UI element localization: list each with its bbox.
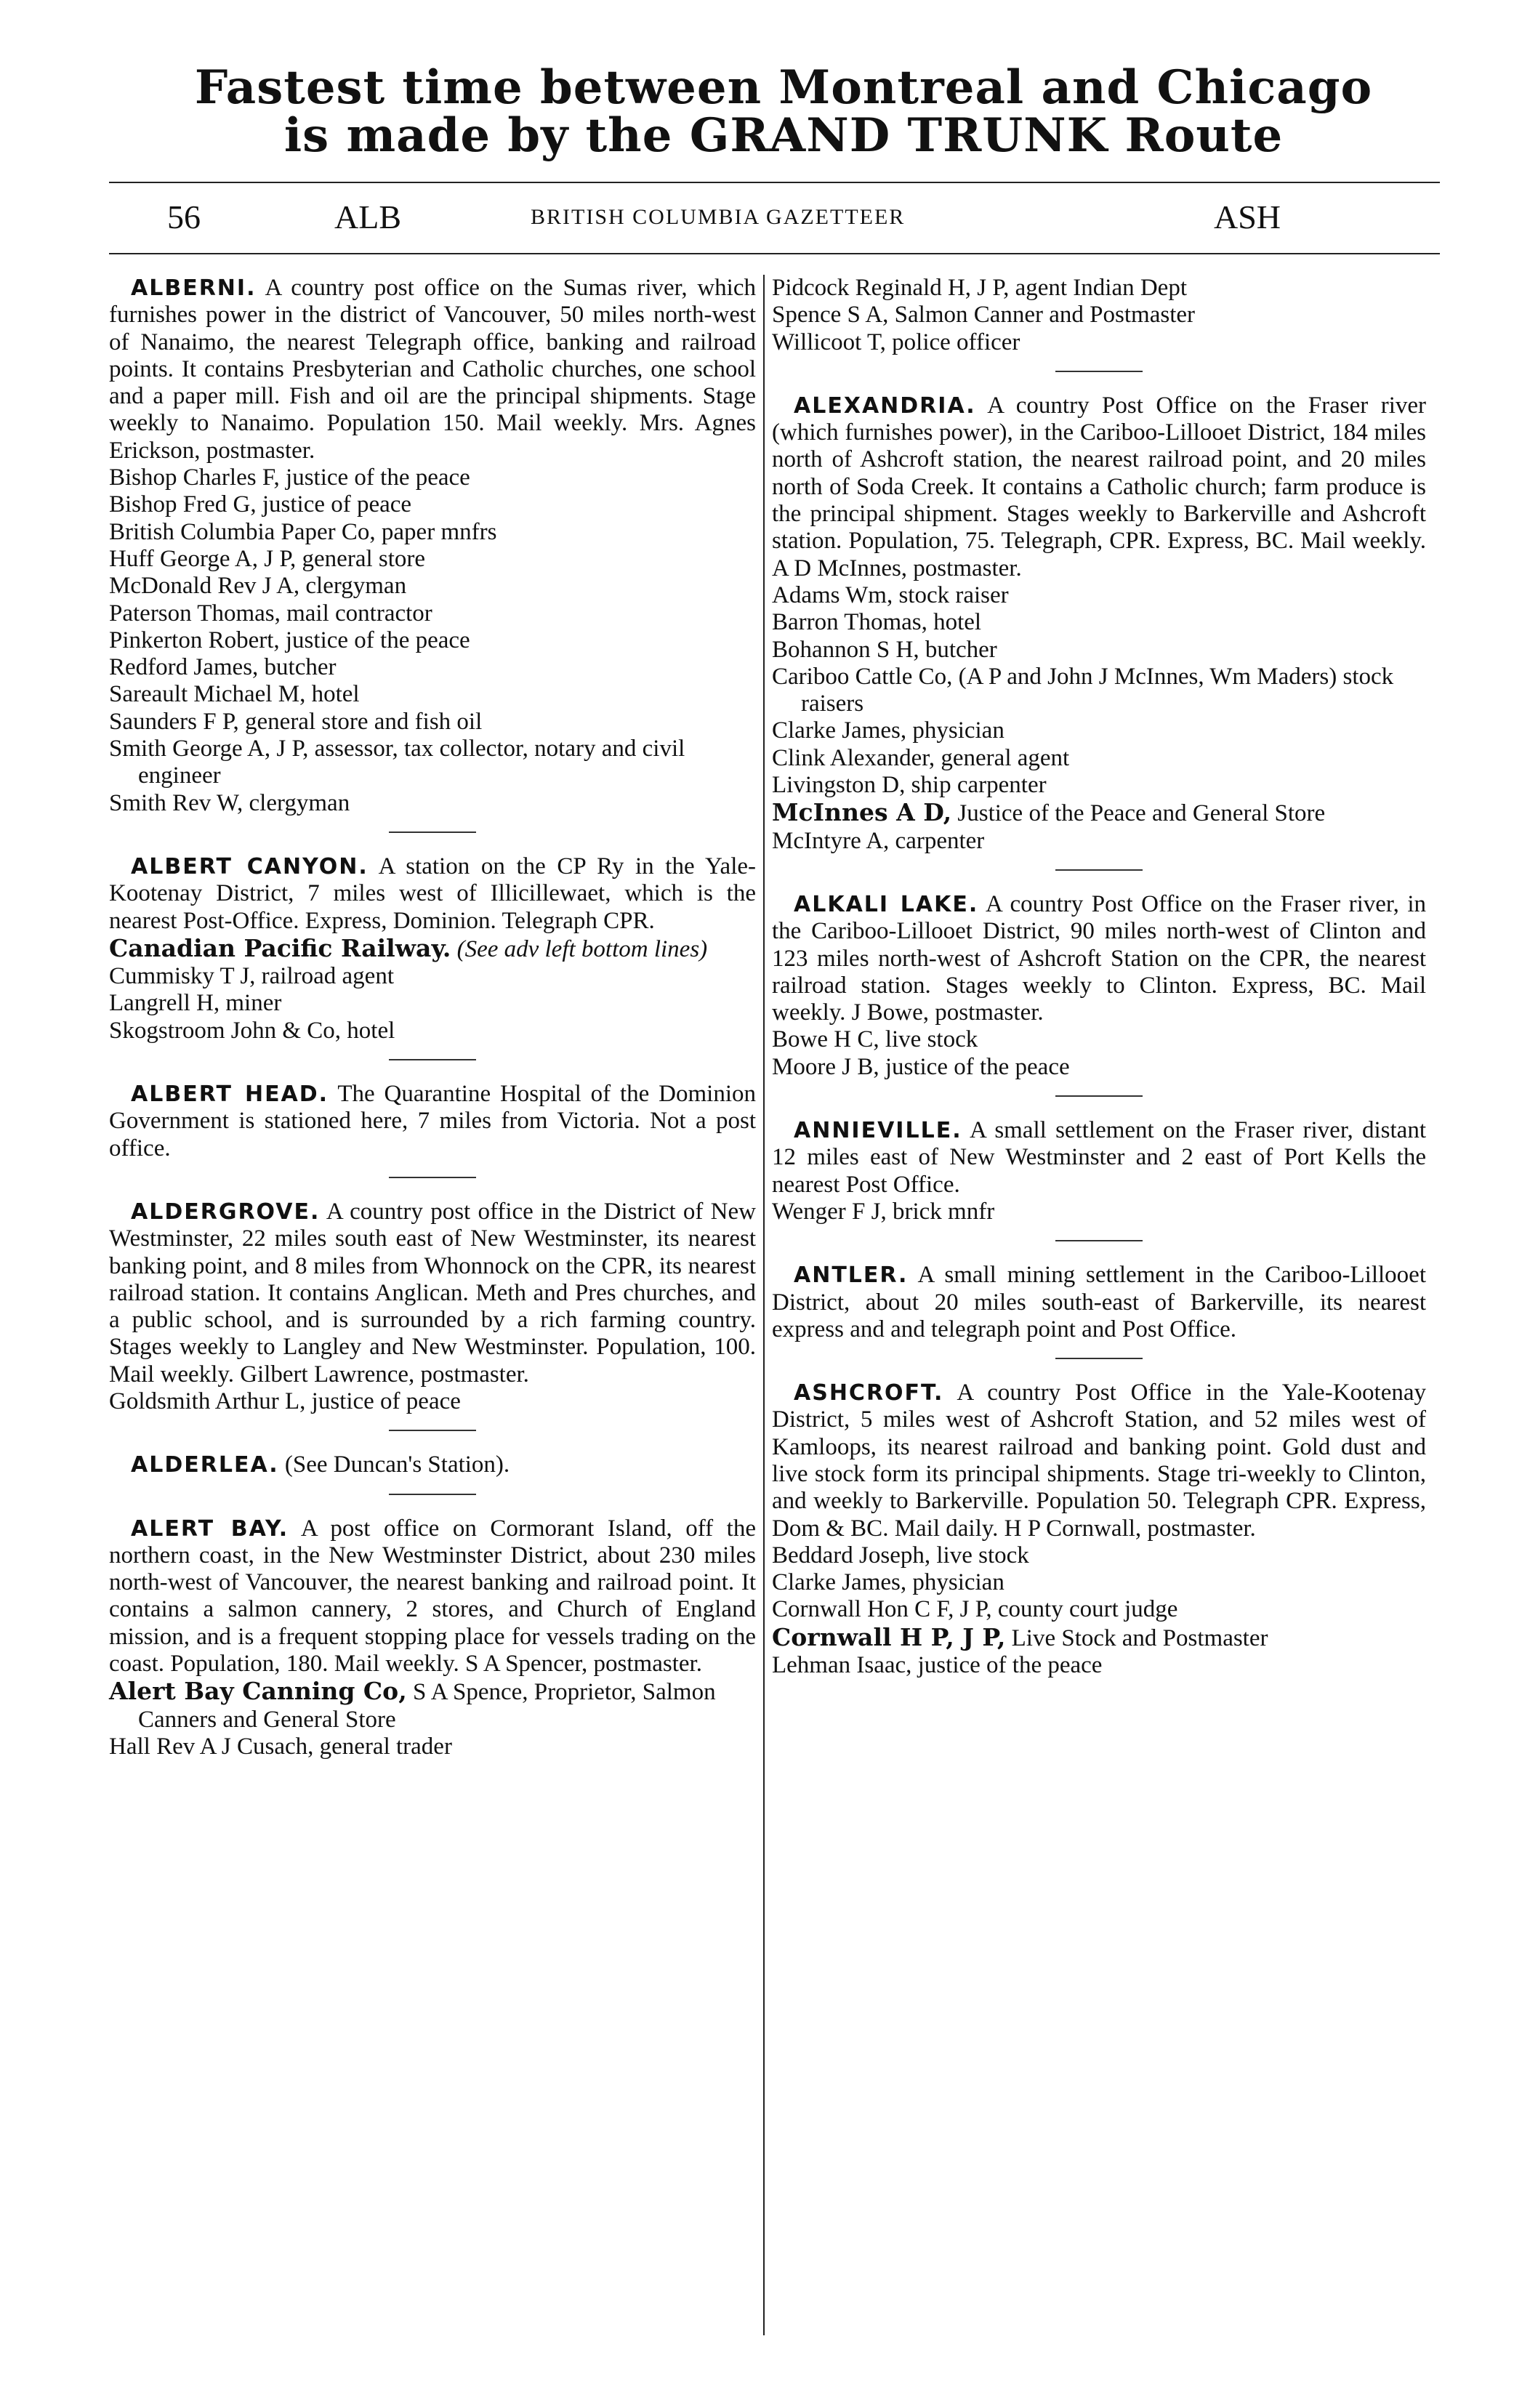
running-header [109,198,1440,249]
listing: Huff George A, J P, general store [109,545,426,572]
entry-albert-head [109,1081,756,1162]
banner-advertisement [87,60,1480,163]
listing: Clarke James, physician [772,717,1004,744]
entry-description [109,853,756,935]
header-rule [109,253,1440,254]
business-name: Cornwall H P, J P, [772,1622,1006,1651]
listing-note: S A Spence, Proprietor, Salmon Canners and General Store [138,1679,716,1733]
place-text: A country Post Office on the Fraser river, in the Cariboo-Lillooet District, 90 miles north-west of Clinton and 123 miles north-west of Ashcroft Station on the CPR, the nearest railroad station. Stages weekly to Clinton. Express, BC. Mail weekly. J Bowe, postmaster. [772,890,1426,1026]
place-heading: ALBERT CANYON. [131,853,369,879]
listing: Clink Alexander, general agent [772,744,1070,771]
page-title: BRITISH COLUMBIA GAZETTEER [531,205,906,229]
entry-description [772,1262,1426,1343]
place-heading: ALDERGROVE. [131,1199,321,1225]
listing: Pidcock Reginald H, J P, agent Indian Dept [772,275,1187,301]
listing: Sareault Michael M, hotel [109,681,360,708]
bold-listing [109,1678,756,1733]
listing: British Columbia Paper Co, paper mnfrs [109,518,497,545]
listing: Moore J B, justice of the peace [772,1053,1070,1080]
listing: Saunders F P, general store and fish oil [109,708,483,735]
entry-separator [389,1430,476,1431]
place-text: The Quarantine Hospital of the Dominion Government is stationed here, 7 miles from Victoria. Not a post office. [109,1081,756,1161]
entry-separator [389,1059,476,1060]
listing: McIntyre A, carpenter [772,827,985,854]
entry-separator [389,831,476,833]
entry-description [109,1199,756,1388]
listing: Willicoot T, police officer [772,329,1020,355]
entry-alberni [109,275,756,817]
listing: Beddard Joseph, live stock [772,1542,1029,1569]
entry-aldergrove [109,1199,756,1415]
listing: Langrell H, miner [109,990,282,1017]
business-name: Alert Bay Canning Co, [109,1677,407,1706]
listing: Clarke James, physician [772,1569,1004,1596]
entry-alexandria [772,392,1426,855]
entry-separator [1055,371,1143,372]
listing: Barron Thomas, hotel [772,609,982,636]
listing: Lehman Isaac, justice of the peace [772,1652,1103,1679]
business-name: McInnes A D, [772,798,952,827]
place-heading: ANTLER. [794,1263,909,1289]
listing: Goldsmith Arthur L, justice of peace [109,1388,461,1414]
entry-separator [389,1494,476,1495]
listing: Wenger F J, brick mnfr [772,1198,995,1225]
entry-antler [772,1262,1426,1343]
listing: Livingston D, ship carpenter [772,772,1047,799]
column-divider [763,275,765,2335]
entry-description [109,275,756,464]
listing: Cornwall Hon C F, J P, county court judge [772,1596,1178,1623]
place-text: A country Post Office on the Fraser river (which furnishes power), in the Cariboo-Lillooet District, 184 miles north of Ashcroft station, the nearest railroad point, and 20 miles north of Soda Creek. It contains a Catholic church; farm produce is the principal shipment. Stages weekly to Barkerville and Ashcroft station. Population, 75. Telegraph, CPR. Express, BC. Mail weekly. A D McInnes, postmaster. [772,392,1426,581]
place-text: A small mining settlement in the Cariboo-Lillooet District, about 20 miles south-east of Barkerville, its nearest express and and telegraph point and Post Office. [772,1262,1426,1342]
place-heading: ALERT BAY. [131,1515,289,1542]
place-heading: ALKALI LAKE. [794,891,979,917]
bold-listing [772,1624,1426,1652]
entry-albert-canyon [109,853,756,1044]
right-column [772,275,1426,1679]
listing: Bohannon S H, butcher [772,636,997,663]
place-text: A small settlement on the Fraser river, distant 12 miles east of New Westminster and 2 east of Port Kells the nearest Post Office. [772,1117,1426,1198]
entry-description [772,392,1426,582]
entry-separator [1055,869,1143,871]
listing-note: Justice of the Peace and General Store [957,800,1326,827]
listing: Adams Wm, stock raiser [772,581,1009,608]
entry-separator [1055,1095,1143,1097]
business-name: Canadian Pacific Railway. [109,933,451,962]
listing: Redford James, butcher [109,654,337,681]
banner-line-2: is made by the GRAND TRUNK Route [283,108,1284,163]
listing: Pinkerton Robert, justice of the peace [109,627,470,653]
place-heading: ALBERT HEAD. [131,1082,329,1108]
entry-alderlea [109,1451,756,1478]
bold-listing [109,935,756,963]
listing: Skogstroom John & Co, hotel [109,1017,395,1044]
listing-note: (See adv left bottom lines) [456,935,708,962]
listing: Spence S A, Salmon Canner and Postmaster [772,302,1196,329]
place-text: A post office on Cormorant Island, off the northern coast, in the New Westminster District, about 230 miles north-west of Vancouver, the nearest banking and railroad point. It contains a salmon cannery, 2 stores, and Church of England mission, and is a frequent stopping place for vessels trading on the coast. Population, 180. Mail weekly. S A Spencer, postmaster. [109,1515,757,1678]
listing: Cummisky T J, railroad agent [109,963,394,990]
entry-description [772,1117,1426,1199]
listing: Smith George A, J P, assessor, tax collector, notary and civil engineer [109,736,685,789]
listing: Hall Rev A J Cusach, general trader [109,1733,452,1760]
entry-separator [389,1177,476,1178]
entry-separator [1055,1240,1143,1241]
left-guide-word: ALB [334,198,401,235]
listing: Bowe H C, live stock [772,1026,978,1053]
listing: Cariboo Cattle Co, (A P and John J McInnes, Wm Maders) stock raisers [772,663,1394,717]
bold-listing [772,799,1426,827]
place-heading: ALDERLEA. [131,1452,279,1478]
entry-annieville [772,1117,1426,1225]
banner-line-1: Fastest time between Montreal and Chicago [194,60,1373,115]
entry-alkali-lake [772,891,1426,1081]
top-rule [109,182,1440,183]
entry-description [109,1515,756,1678]
entry-description [109,1081,756,1162]
place-text: A country post office on the Sumas river, which furnishes power in the district of Vancouver, 50 miles north-west of Nanaimo, the nearest Telegraph office, banking and railroad points. It contains Presbyterian and Catholic churches, one school and a paper mill. Fish and oil are the principal shipments. Stage weekly to Nanaimo. Population 150. Mail weekly. Mrs. Agnes Erickson, postmaster. [109,275,756,464]
place-text: A country Post Office in the Yale-Kootenay District, 5 miles west of Ashcroft Station, and 52 miles west of Kamloops, its nearest railroad and banking point. Gold dust and live stock form its principal shipments. Stage tri-weekly to Clinton, and weekly to Barkerville. Population 50. Telegraph CPR. Express, Dom & BC. Mail daily. H P Cornwall, postmaster. [772,1380,1426,1542]
listing: Bishop Fred G, justice of peace [109,491,412,518]
right-guide-word: ASH [1214,198,1281,235]
listing: Smith Rev W, clergyman [109,789,350,816]
place-heading: ANNIEVILLE. [794,1118,962,1144]
entry-description [109,1451,756,1478]
page-number: 56 [167,198,201,235]
listing: Bishop Charles F, justice of the peace [109,464,470,491]
place-text: A station on the CP Ry in the Yale-Kootenay District, 7 miles west of Illicillewaet, which is the nearest Post-Office. Express, Dominion. Telegraph CPR. [109,853,757,934]
entry-ashcroft [772,1380,1426,1679]
entry-description [772,1380,1426,1542]
listing-note: Live Stock and Postmaster [1011,1624,1268,1651]
left-column [109,275,756,1760]
entry-separator [1055,1358,1143,1359]
place-heading: ASHCROFT. [794,1380,944,1406]
place-heading: ALEXANDRIA. [794,392,976,419]
entry-alert-bay [109,1515,756,1761]
entry-description [772,891,1426,1026]
listing: McDonald Rev J A, clergyman [109,573,407,600]
place-text: (See Duncan's Station). [284,1451,510,1478]
listing: Paterson Thomas, mail contractor [109,600,432,627]
entry-alert-bay-continued [772,275,1426,356]
place-text: A country post office in the District of New Westminster, 22 miles south east of New Westminster, its nearest banking point, and 8 miles from Whonnock on the CPR, its nearest railroad station. It contains Anglican. Meth and Pres churches, and a public school, and is surrounded by a rich farming country. Stages weekly to Langley and New Westminster. Population, 100. Mail weekly. Gilbert Lawrence, postmaster. [109,1198,756,1388]
place-heading: ALBERNI. [131,275,257,301]
